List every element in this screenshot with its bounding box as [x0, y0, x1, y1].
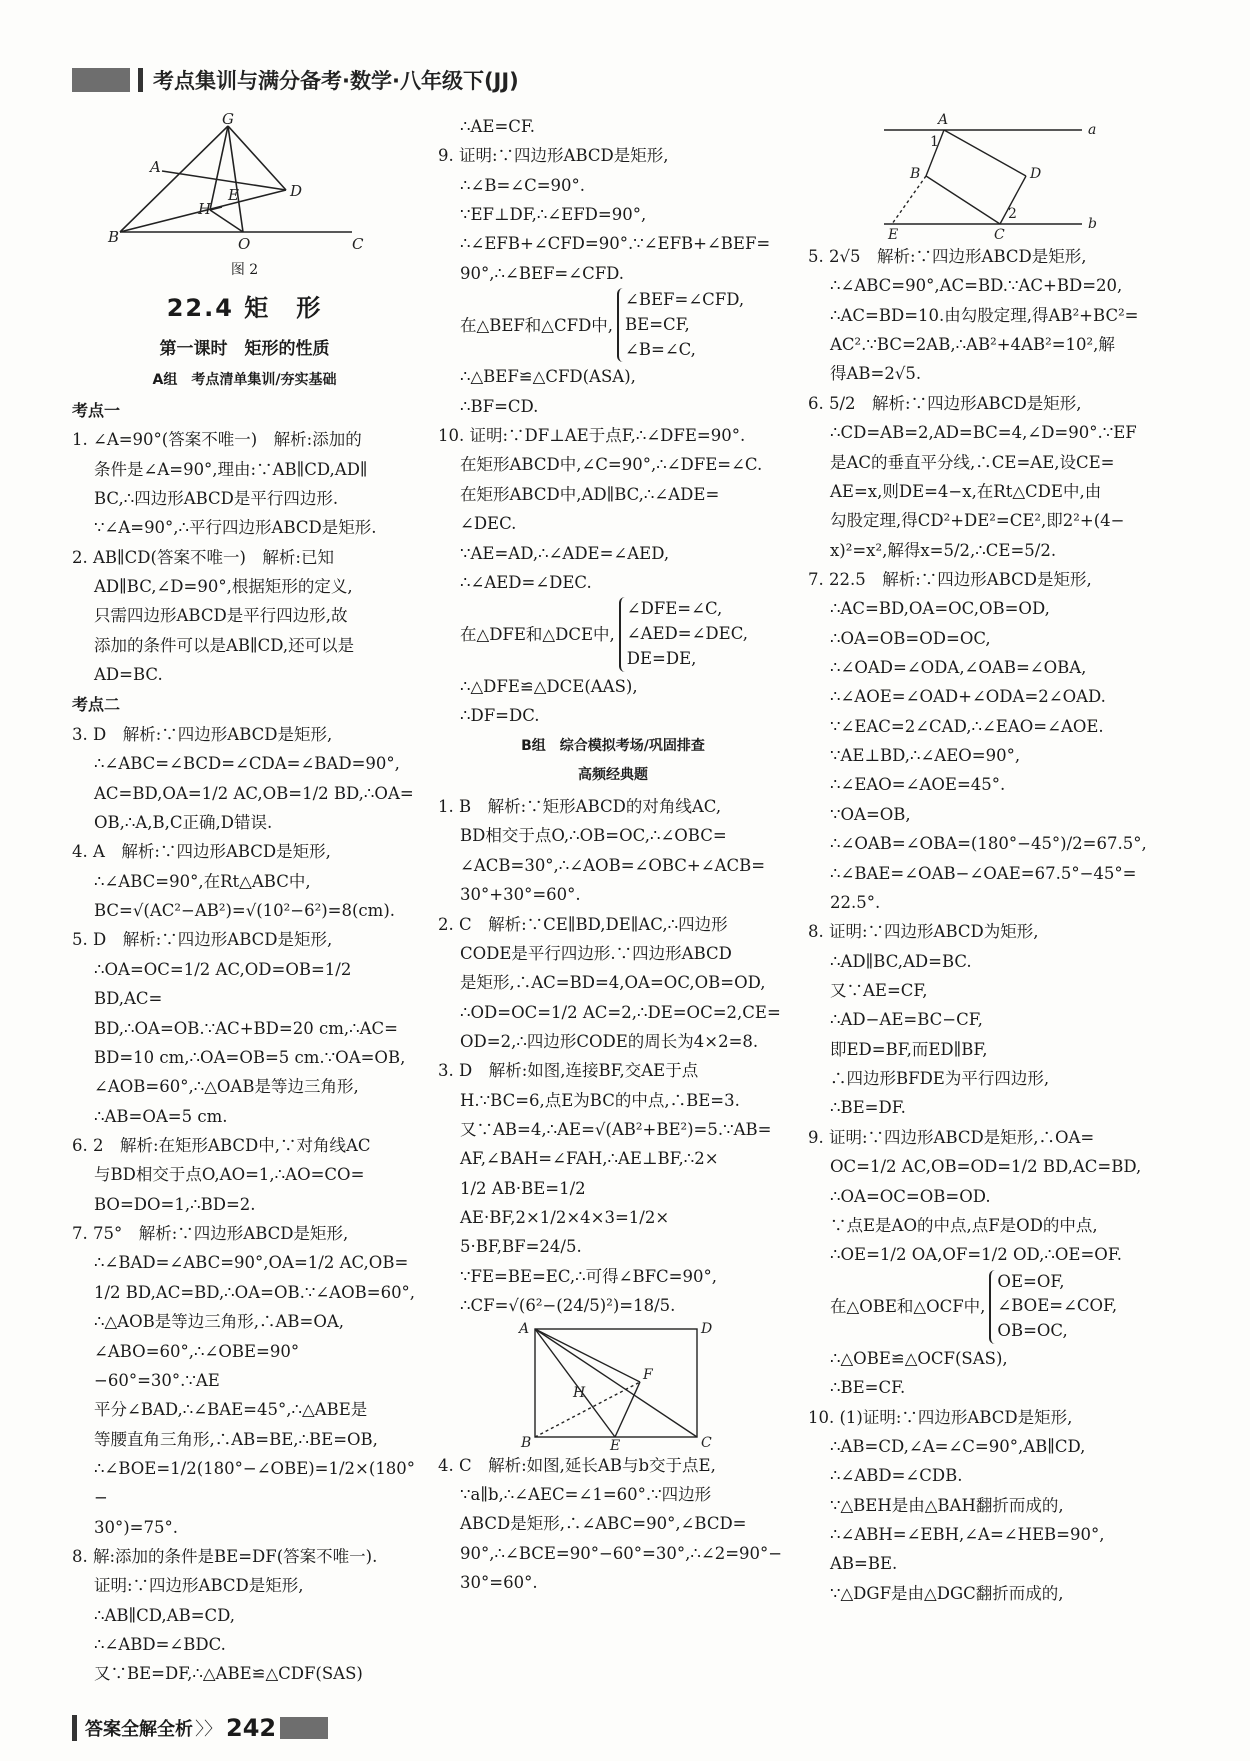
answer-line: ∠AOB=60°,∴△OAB是等边三角形,: [94, 1077, 359, 1097]
answer-line: 30°=60°.: [460, 1572, 538, 1592]
answer-line: 4. A 解析:∵四边形ABCD是矩形,: [72, 842, 331, 862]
figure-2-triangle: [107, 110, 380, 262]
answer-line: ∵△DGF是由△DGC翻折而成的,: [830, 1583, 1064, 1603]
answer-line: ∴AC=BD=10.由勾股定理,得AB²+BC²=: [830, 305, 1139, 325]
fig4-label-a: A: [938, 112, 949, 128]
answer-line: ∴BF=CD.: [460, 396, 539, 416]
fig2-label-e: E: [227, 186, 239, 204]
answer-line: ∴∠EFB+∠CFD=90°.∵∠EFB+∠BEF=: [460, 234, 771, 254]
answer-line: 又∵AB=4,∴AE=√(AB²+BE²)=5.∵AB=: [460, 1120, 772, 1140]
answer-line: AF,∠BAH=∠FAH,∴AE⊥BF,∴2×: [460, 1149, 719, 1169]
chevron-right-icon: 〉〉: [195, 1719, 222, 1740]
answer-line: ∠ABO=60°,∴∠OBE=90°−60°=30°.∵AE: [94, 1341, 300, 1390]
fig4-label-c: C: [994, 227, 1005, 243]
answer-line: 条件是∠A=90°,理由:∵AB∥CD,AD∥: [94, 459, 368, 479]
answer-line: 7. 75° 解析:∵四边形ABCD是矩形,: [72, 1224, 349, 1244]
figure-rectangle-fold: [513, 1320, 713, 1454]
answer-line: 与BD相交于点O,AO=1,∴AO=CO=: [94, 1165, 365, 1185]
fig3-label-h: H: [573, 1384, 586, 1401]
figure-parallel-lines: [884, 112, 1104, 242]
answer-line: 9. 证明:∵四边形ABCD是矩形,∴OA=: [808, 1127, 1095, 1147]
answer-line: 22.5°.: [830, 892, 881, 912]
answer-line: 1. ∠A=90°(答案不唯一) 解析:添加的: [72, 430, 362, 450]
answer-line: ∵EF⊥DF,∴∠EFD=90°,: [460, 205, 647, 225]
column-left: [72, 112, 417, 1689]
answer-line: 是矩形,∴AC=BD=4,OA=OC,OB=OD,: [460, 973, 766, 993]
equation-system: [808, 1270, 1180, 1344]
footer-decor-block: [280, 1717, 328, 1739]
fig2-label-h: H: [197, 200, 211, 218]
equation-system: [438, 597, 788, 671]
answer-line: ∴∠AOE=∠OAD+∠ODA=2∠OAD.: [830, 687, 1106, 707]
answer-line: ∴AD−AE=BC−CF,: [830, 1010, 983, 1030]
answer-line: ∴∠BAE=∠OAB−∠OAE=67.5°−45°=: [830, 863, 1137, 883]
answer-line: 6. 2 解析:在矩形ABCD中,∵对角线AC: [72, 1135, 371, 1155]
header-title: 考点集训与满分备考·数学·八年级下(JJ): [153, 69, 519, 93]
fig3-label-a: A: [519, 1320, 530, 1337]
system-intro: 在△DFE和△DCE中,: [460, 624, 615, 644]
answer-line: 只需四边形ABCD是平行四边形,故: [94, 606, 348, 626]
answer-line: 1. B 解析:∵矩形ABCD的对角线AC,: [438, 797, 722, 817]
group-b-title: B组 综合模拟考场/巩固排查: [521, 738, 705, 755]
answer-line: 平分∠BAD,∴∠BAE=45°,∴△ABE是: [94, 1400, 368, 1420]
fig2-label-d: D: [289, 182, 302, 200]
answer-line: ∴∠ABC=90°,在Rt△ABC中,: [94, 871, 311, 891]
answer-line: ∴DF=DC.: [460, 705, 540, 725]
answer-line: 勾股定理,得CD²+DE²=CE²,即2²+(4−: [830, 511, 1125, 531]
answer-line: ∴∠B=∠C=90°.: [460, 175, 586, 195]
equation-system: [438, 288, 788, 362]
header-divider: [138, 68, 143, 92]
answer-line: ∴CF=√(6²−(24/5)²)=18/5.: [460, 1296, 676, 1316]
answer-line: H.∵BC=6,点E为BC的中点,∴BE=3.: [460, 1090, 740, 1110]
answer-line: ∴BE=CF.: [830, 1378, 906, 1398]
answer-line: BO=DO=1,∴BD=2.: [94, 1194, 256, 1214]
answer-line: ∴△AOB是等边三角形,∴AB=OA,: [94, 1312, 345, 1332]
system-line: ∠B=∠C,: [625, 339, 696, 359]
answer-line: BD=10 cm,∴OA=OB=5 cm.∵OA=OB,: [94, 1047, 406, 1067]
kaodian-2-heading: 考点二: [72, 695, 121, 715]
answer-line: ∵点E是AO的中点,点F是OD的中点,: [830, 1215, 1098, 1235]
footer-label: 答案全解全析: [85, 1719, 193, 1740]
answer-line: ∴∠BAD=∠ABC=90°,OA=1/2 AC,OB=: [94, 1253, 409, 1273]
answer-line: ∴BE=DF.: [830, 1098, 906, 1118]
answer-line: 10. 证明:∵DF⊥AE于点F,∴∠DFE=90°.: [438, 426, 746, 446]
answer-line: ∵∠EAC=2∠CAD,∴∠EAO=∠AOE.: [830, 716, 1104, 736]
answer-line: ∴∠ABD=∠BDC.: [94, 1635, 226, 1655]
system-line: BE=CF,: [625, 314, 690, 334]
answer-line: ∵△BEH是由△BAH翻折而成的,: [830, 1495, 1064, 1515]
fig4-label-line-a: a: [1088, 122, 1097, 138]
answer-line: ∴∠OAB=∠OBA=(180°−45°)/2=67.5°,: [830, 834, 1147, 854]
answer-line: AD∥BC,∠D=90°,根据矩形的定义,: [94, 577, 353, 597]
answer-line: ∵AE=AD,∴∠ADE=∠AED,: [460, 543, 670, 563]
answer-line: ∠ACB=30°,∴∠AOB=∠OBC+∠ACB=: [460, 855, 766, 875]
page-number: 242: [226, 1714, 277, 1742]
answer-line: ∵AE⊥BD,∴∠AEO=90°,: [830, 746, 1021, 766]
answer-line: 6. 5/2 解析:∵四边形ABCD是矩形,: [808, 393, 1082, 413]
fig4-label-d: D: [1030, 166, 1042, 182]
page-header: [72, 62, 519, 98]
fig2-label-g: G: [221, 110, 234, 128]
answer-line: ∴∠BOE=1/2(180°−∠OBE)=1/2×(180°−: [94, 1458, 416, 1508]
answer-line: 5. 2√5 解析:∵四边形ABCD是矩形,: [808, 247, 1087, 266]
answer-line: BC=√(AC²−AB²)=√(10²−6²)=8(cm).: [94, 901, 395, 921]
fig2-label-o: O: [237, 235, 250, 253]
system-line: OB=OC,: [997, 1321, 1068, 1341]
answer-line: 等腰直角三角形,∴AB=BE,∴BE=OB,: [94, 1429, 378, 1449]
system-line: DE=DE,: [626, 648, 697, 668]
answer-line: 2. C 解析:∵CE∥BD,DE∥AC,∴四边形: [438, 914, 728, 934]
fig3-label-e: E: [610, 1437, 621, 1454]
answer-line: 3. D 解析:∵四边形ABCD是矩形,: [72, 724, 333, 744]
answer-line: ∵a∥b,∴∠AEC=∠1=60°.∵四边形: [460, 1484, 712, 1504]
answer-line: ∵FE=BE=EC,∴可得∠BFC=90°,: [460, 1266, 717, 1286]
answer-line: ∵∠A=90°,∴平行四边形ABCD是矩形.: [94, 518, 377, 538]
answer-line: ∴AE=CF.: [460, 117, 536, 136]
answer-line: 即ED=BF,而ED∥BF,: [830, 1039, 988, 1059]
system-line: ∠BOE=∠COF,: [997, 1296, 1118, 1316]
answer-line: OB,∴A,B,C正确,D错误.: [94, 813, 273, 833]
answer-line: 4. C 解析:如图,延长AB与b交于点E,: [438, 1455, 716, 1475]
system-line: ∠DFE=∠C,: [626, 599, 723, 619]
answer-line: ∴AB=CD,∠A=∠C=90°,AB∥CD,: [830, 1436, 1086, 1456]
answer-line: ∴△OBE≌△OCF(SAS),: [830, 1348, 1008, 1368]
answer-line: ∴∠ABH=∠EBH,∠A=∠HEB=90°,: [830, 1524, 1105, 1544]
answer-line: ∴△BEF≌△CFD(ASA),: [460, 367, 636, 387]
answer-line: ∵OA=OB,: [830, 804, 911, 824]
answer-line: 7. 22.5 解析:∵四边形ABCD是矩形,: [808, 569, 1092, 589]
fig4-label-b: B: [910, 166, 921, 182]
system-intro: 在△BEF和△CFD中,: [460, 315, 614, 335]
answer-line: ∴∠AED=∠DEC.: [460, 572, 592, 592]
header-decor-block: [72, 68, 130, 92]
answer-line: 3. D 解析:如图,连接BF,交AE于点: [438, 1061, 699, 1081]
answer-line: 1/2 AB·BE=1/2 AE·BF,2×1/2×4×3=1/2×: [460, 1178, 670, 1228]
answer-line: 在矩形ABCD中,AD∥BC,∴∠ADE=: [460, 484, 720, 504]
answer-line: 添加的条件可以是AB∥CD,还可以是: [94, 635, 355, 655]
answer-line: 又∵AE=CF,: [830, 980, 928, 1000]
answer-line: 8. 证明:∵四边形ABCD为矩形,: [808, 922, 1039, 942]
system-brace: [619, 597, 748, 671]
answer-line: ∴CD=AB=2,AD=BC=4,∠D=90°.∵EF: [830, 423, 1137, 443]
system-intro: 在△OBE和△OCF中,: [830, 1297, 986, 1317]
page-footer: [72, 1714, 328, 1742]
answer-line: OC=1/2 AC,OB=OD=1/2 BD,AC=BD,: [830, 1157, 1142, 1177]
answer-line: 90°,∴∠BEF=∠CFD.: [460, 263, 625, 283]
answer-line: 30°)=75°.: [94, 1517, 178, 1537]
answer-line: BD相交于点O,∴OB=OC,∴∠OBC=: [460, 826, 727, 846]
answer-line: ∴∠ABD=∠CDB.: [830, 1466, 963, 1486]
fig4-label-e: E: [888, 227, 899, 243]
answer-line: ∴AB=OA=5 cm.: [94, 1106, 228, 1126]
answer-line: ∴∠EAO=∠AOE=45°.: [830, 775, 1006, 795]
answer-line: 1/2 BD,AC=BD,∴OA=OB.∵∠AOB=60°,: [94, 1282, 416, 1302]
fig3-label-b: B: [521, 1434, 532, 1451]
column-middle: [438, 112, 788, 1597]
answer-line: 又∵BE=DF,∴△ABE≌△CDF(SAS): [94, 1664, 363, 1684]
answer-line: 10. (1)证明:∵四边形ABCD是矩形,: [808, 1407, 1073, 1427]
answer-line: CODE是平行四边形.∵四边形ABCD: [460, 943, 732, 963]
answer-line: ∠DEC.: [460, 514, 517, 534]
answer-line: ∴OD=OC=1/2 AC=2,∴DE=OC=2,CE=: [460, 1002, 781, 1022]
answer-line: 证明:∵四边形ABCD是矩形,: [94, 1576, 304, 1596]
fig4-label-angle1: 1: [930, 134, 939, 150]
answer-line: 5·BF,BF=24/5.: [460, 1237, 582, 1257]
fig4-label-angle2: 2: [1008, 206, 1017, 222]
answer-line: ∴OA=OB=OD=OC,: [830, 628, 991, 648]
system-brace: [617, 288, 744, 362]
answer-line: ∴△DFE≌△DCE(AAS),: [460, 676, 638, 696]
answer-line: 8. 解:添加的条件是BE=DF(答案不唯一).: [72, 1547, 378, 1567]
column-right: [808, 112, 1180, 1608]
system-line: ∠AED=∠DEC,: [626, 624, 748, 644]
answer-line: AC=BD,OA=1/2 AC,OB=1/2 BD,∴OA=: [94, 783, 414, 803]
answer-line: ∴∠ABC=90°,AC=BD.∵AC+BD=20,: [830, 276, 1123, 296]
fig3-label-d: D: [701, 1320, 713, 1337]
fig2-label-b: B: [107, 228, 119, 246]
system-line: ∠BEF=∠CFD,: [625, 290, 745, 310]
answer-line: ∴OA=OC=1/2 AC,OD=OB=1/2 BD,AC=: [94, 959, 352, 1009]
group-a-title: A组 考点清单集训/夯实基础: [152, 371, 337, 388]
answer-line: 是AC的垂直平分线,∴CE=AE,设CE=: [830, 452, 1115, 472]
answer-line: 9. 证明:∵四边形ABCD是矩形,: [438, 146, 669, 166]
section-title: 22.4 矩 形: [166, 293, 323, 322]
answer-line: 得AB=2√5.: [830, 364, 922, 384]
fig3-label-c: C: [701, 1434, 712, 1451]
answer-line: 在矩形ABCD中,∠C=90°,∴∠DFE=∠C.: [460, 455, 763, 475]
answer-line: 2. AB∥CD(答案不唯一) 解析:已知: [72, 547, 334, 567]
answer-line: BC,∴四边形ABCD是平行四边形.: [94, 488, 339, 508]
answer-line: x)²=x²,解得x=5/2,∴CE=5/2.: [830, 540, 1057, 560]
answer-line: 30°+30°=60°.: [460, 885, 581, 905]
answer-line: AB=BE.: [830, 1554, 898, 1574]
answer-line: BD,∴OA=OB.∵AC+BD=20 cm,∴AC=: [94, 1018, 398, 1038]
answer-line: ∴∠ABC=∠BCD=∠CDA=∠BAD=90°,: [94, 754, 400, 774]
kaodian-1-heading: 考点一: [72, 400, 121, 420]
answer-line: ∴OA=OC=OB=OD.: [830, 1186, 991, 1206]
answer-line: AE=x,则DE=4−x,在Rt△CDE中,由: [830, 481, 1102, 501]
footer-divider: [72, 1715, 77, 1741]
answer-line: ∴四边形BFDE为平行四边形,: [830, 1069, 1050, 1089]
answer-line: ∴OE=1/2 OA,OF=1/2 OD,∴OE=OF.: [830, 1245, 1122, 1265]
answer-line: AD=BC.: [94, 665, 163, 685]
lesson-title: 第一课时 矩形的性质: [159, 338, 330, 359]
answer-line: AC².∵BC=2AB,∴AB²+4AB²=10²,解: [830, 335, 1115, 355]
fig4-label-line-b: b: [1088, 216, 1097, 232]
fig3-label-f: F: [643, 1366, 653, 1383]
group-b-subtitle: 高频经典题: [578, 767, 648, 784]
fig2-label-a: A: [149, 158, 161, 176]
answer-line: ∴AC=BD,OA=OC,OB=OD,: [830, 599, 1050, 619]
system-brace: [989, 1270, 1117, 1344]
fig2-label-c: C: [351, 235, 363, 253]
answer-line: OD=2,∴四边形CODE的周长为4×2=8.: [460, 1031, 759, 1051]
answer-line: 90°,∴∠BCE=90°−60°=30°,∴∠2=90°−: [460, 1543, 783, 1563]
answer-line: 5. D 解析:∵四边形ABCD是矩形,: [72, 930, 333, 950]
figure-2-caption: 图 2: [230, 262, 259, 278]
answer-line: ∴∠OAD=∠ODA,∠OAB=∠OBA,: [830, 658, 1087, 678]
answer-line: ABCD是矩形,∴∠ABC=90°,∠BCD=: [460, 1514, 747, 1534]
system-line: OE=OF,: [997, 1271, 1065, 1291]
answer-line: ∴AB∥CD,AB=CD,: [94, 1605, 236, 1625]
answer-line: ∴AD∥BC,AD=BC.: [830, 951, 972, 971]
